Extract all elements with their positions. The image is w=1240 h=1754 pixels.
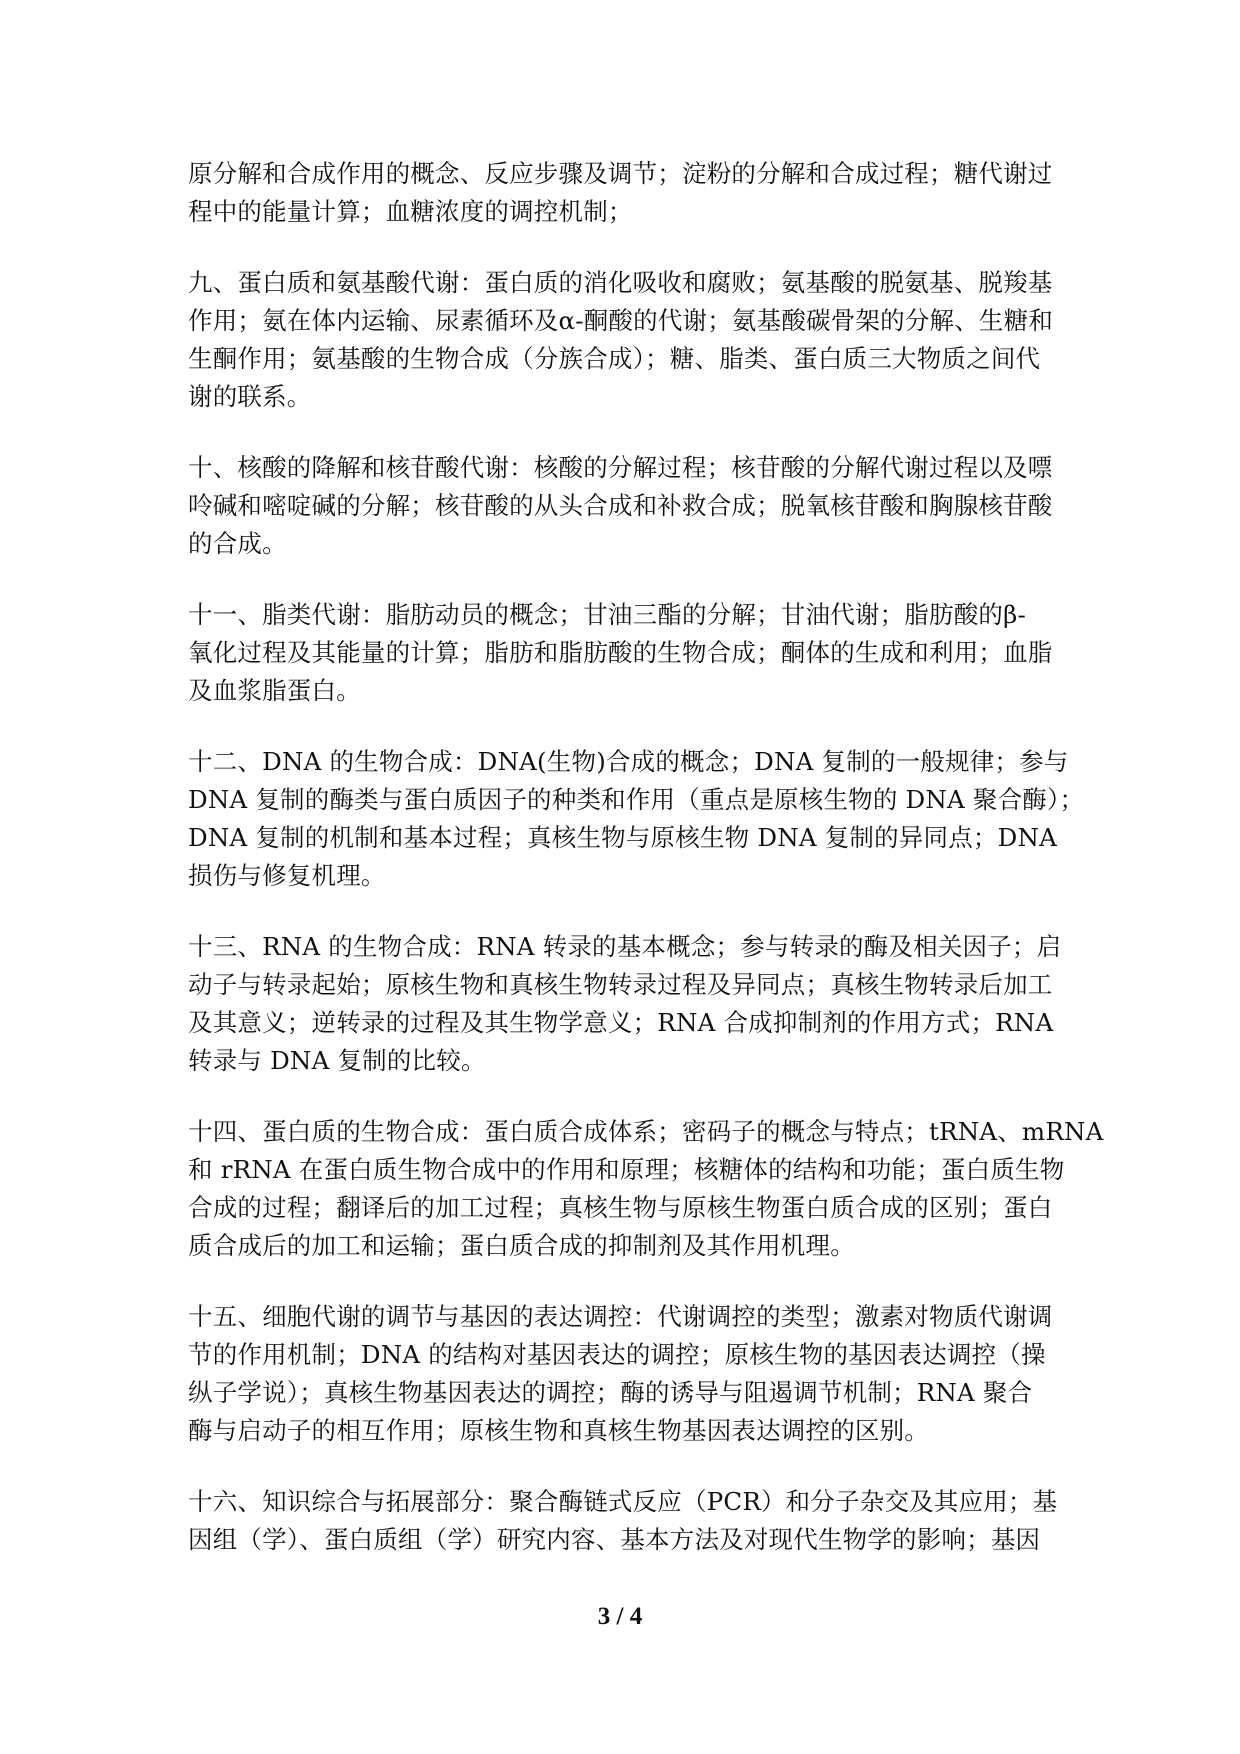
paragraph-section-10 bbox=[188, 449, 1064, 563]
text-line: 十、核酸的降解和核苷酸代谢：核酸的分解过程；核苷酸的分解代谢过程以及嘌 bbox=[188, 453, 1053, 482]
text-line: 动子与转录起始；原核生物和真核生物转录过程及异同点；真核生物转录后加工 bbox=[188, 970, 1053, 999]
text-line: 损伤与修复机理。 bbox=[188, 861, 386, 890]
text-line: 十六、知识综合与拓展部分：聚合酶链式反应（PCR）和分子杂交及其应用；基 bbox=[188, 1487, 1058, 1516]
paragraph-section-9 bbox=[188, 264, 1064, 416]
text-line: 作用；氨在体内运输、尿素循环及α-酮酸的代谢；氨基酸碳骨架的分解、生糖和 bbox=[188, 306, 1054, 335]
text-line: 节的作用机制；DNA 的结构对基因表达的调控；原核生物的基因表达调控（操 bbox=[188, 1340, 1046, 1369]
text-line: 九、蛋白质和氨基酸代谢：蛋白质的消化吸收和腐败；氨基酸的脱氨基、脱羧基 bbox=[188, 268, 1053, 297]
text-line: 及血浆脂蛋白。 bbox=[188, 676, 361, 705]
text-line: DNA 复制的酶类与蛋白质因子的种类和作用（重点是原核生物的 DNA 聚合酶）； bbox=[188, 785, 1085, 814]
paragraph-section-12 bbox=[188, 743, 1085, 895]
paragraph-section-11 bbox=[188, 596, 1064, 710]
text-line: 转录与 DNA 复制的比较。 bbox=[188, 1046, 486, 1075]
text-line: 的合成。 bbox=[188, 529, 287, 558]
paragraph-section-13 bbox=[188, 928, 1064, 1080]
text-line: 程中的能量计算；血糖浓度的调控机制； bbox=[188, 197, 633, 226]
text-line: 和 rRNA 在蛋白质生物合成中的作用和原理；核糖体的结构和功能；蛋白质生物 bbox=[188, 1155, 1065, 1184]
text-line: 因组（学）、蛋白质组（学）研究内容、基本方法及对现代生物学的影响；基因 bbox=[188, 1525, 1041, 1554]
text-line: 呤碱和嘧啶碱的分解；核苷酸的从头合成和补救合成；脱氧核苷酸和胸腺核苷酸 bbox=[188, 491, 1053, 520]
text-line: 纵子学说）；真核生物基因表达的调控；酶的诱导与阻遏调节机制；RNA 聚合 bbox=[188, 1378, 1033, 1407]
text-line: 质合成后的加工和运输；蛋白质合成的抑制剂及其作用机理。 bbox=[188, 1231, 855, 1260]
text-line: 十四、蛋白质的生物合成：蛋白质合成体系；密码子的概念与特点；tRNA、mRNA bbox=[188, 1117, 1104, 1146]
text-line: 原分解和合成作用的概念、反应步骤及调节；淀粉的分解和合成过程；糖代谢过 bbox=[188, 159, 1053, 188]
text-line: 十五、细胞代谢的调节与基因的表达调控：代谢调控的类型；激素对物质代谢调 bbox=[188, 1302, 1053, 1331]
page-number: 3 / 4 bbox=[597, 1603, 643, 1630]
paragraph-section-14 bbox=[188, 1113, 1104, 1265]
text-line: 十三、RNA 的生物合成：RNA 转录的基本概念；参与转录的酶及相关因子；启 bbox=[188, 932, 1062, 961]
text-line: 十二、DNA 的生物合成：DNA(生物)合成的概念；DNA 复制的一般规律；参与 bbox=[188, 747, 1069, 776]
text-line: 合成的过程；翻译后的加工过程；真核生物与原核生物蛋白质合成的区别；蛋白 bbox=[188, 1193, 1053, 1222]
document-body bbox=[188, 155, 1104, 1592]
paragraph-section-15 bbox=[188, 1298, 1064, 1450]
text-line: 十一、脂类代谢：脂肪动员的概念；甘油三酯的分解；甘油代谢；脂肪酸的β- bbox=[188, 600, 1026, 629]
text-line: 及其意义；逆转录的过程及其生物学意义；RNA 合成抑制剂的作用方式；RNA bbox=[188, 1008, 1054, 1037]
paragraph-section-16 bbox=[188, 1483, 1064, 1559]
text-line: 酶与启动子的相互作用；原核生物和真核生物基因表达调控的区别。 bbox=[188, 1416, 929, 1445]
text-line: 谢的联系。 bbox=[188, 382, 312, 411]
text-line: 生酮作用；氨基酸的生物合成（分族合成）；糖、脂类、蛋白质三大物质之间代 bbox=[188, 344, 1041, 373]
text-line: 氧化过程及其能量的计算；脂肪和脂肪酸的生物合成；酮体的生成和利用；血脂 bbox=[188, 638, 1053, 667]
paragraph-carbohydrate-continued bbox=[188, 155, 1064, 231]
text-line: DNA 复制的机制和基本过程；真核生物与原核生物 DNA 复制的异同点；DNA bbox=[188, 823, 1057, 852]
